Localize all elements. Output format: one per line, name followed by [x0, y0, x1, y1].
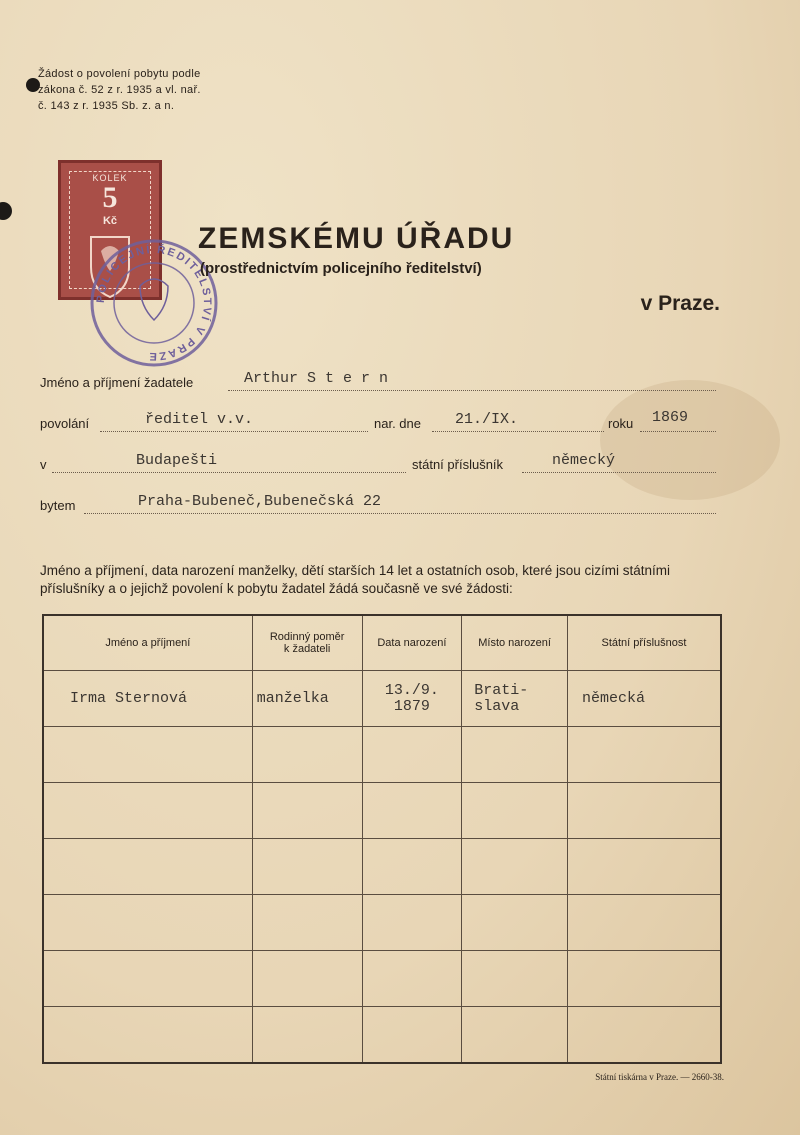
year-line — [640, 431, 716, 432]
printer-imprint: Státní tiskárna v Praze. — 2660-38. — [595, 1072, 724, 1082]
legal-line: Žádost o povolení pobytu podle — [38, 68, 201, 80]
place-label: v — [40, 457, 47, 472]
legal-line: zákona č. 52 z r. 1935 a vl. nař. — [38, 84, 201, 96]
punch-hole — [0, 202, 12, 220]
place-line — [52, 472, 406, 473]
place-value: Budapešti — [136, 452, 218, 469]
legal-line: č. 143 z r. 1935 Sb. z. a n. — [38, 100, 175, 112]
cell — [462, 951, 568, 1007]
header-relation: Rodinný poměr k žadateli — [252, 615, 362, 671]
cell — [462, 783, 568, 839]
table-row — [43, 671, 721, 727]
cell — [362, 783, 462, 839]
cell — [362, 895, 462, 951]
table-row — [43, 895, 721, 951]
occupation-label: povolání — [40, 416, 90, 431]
cell — [362, 1007, 462, 1064]
table-row — [43, 727, 721, 783]
legal-reference — [38, 66, 201, 114]
cell-birthplace: Brati- slava — [462, 671, 568, 727]
stamp-currency: Kč — [102, 215, 118, 227]
name-line — [228, 390, 716, 391]
cell-name: Irma Sternová — [43, 671, 252, 727]
table-row — [43, 951, 721, 1007]
cell-birthdate: 13./9. 1879 — [362, 671, 462, 727]
header-name: Jméno a příjmení — [43, 615, 252, 671]
citizenship-line — [522, 472, 716, 473]
cell — [362, 951, 462, 1007]
header-citizenship: Státní příslušnost — [567, 615, 721, 671]
citizenship-label: státní příslušník — [412, 457, 504, 472]
cell — [252, 951, 362, 1007]
stamp-value: 5 — [102, 181, 118, 214]
table-row — [43, 839, 721, 895]
cell — [462, 839, 568, 895]
stamp-label: KOLEK — [92, 173, 128, 183]
cell-relation: manželka — [252, 671, 362, 727]
cell — [43, 839, 252, 895]
cell — [43, 727, 252, 783]
cell — [252, 839, 362, 895]
paper-stain — [600, 380, 780, 500]
cell — [462, 1007, 568, 1064]
cell-citizenship: německá — [567, 671, 721, 727]
name-value: Arthur S t e r n — [244, 370, 389, 387]
table-row — [43, 1007, 721, 1064]
cell — [252, 783, 362, 839]
occupation-line — [100, 431, 368, 432]
name-label: Jméno a příjmení žadatele — [40, 375, 194, 390]
cell — [252, 727, 362, 783]
document-subtitle: (prostřednictvím policejního ředitelství) — [200, 260, 482, 277]
occupation-value: ředitel v.v. — [145, 411, 254, 428]
cell — [567, 727, 721, 783]
document-city: v Praze. — [640, 292, 720, 315]
residence-value: Praha-Bubeneč,Bubenečská 22 — [138, 493, 382, 510]
police-seal — [88, 238, 220, 368]
header-birthdate: Data narození — [362, 615, 462, 671]
seal-text: POLICEJNÍ ŘEDITELSTVÍ V PRAZE — [94, 243, 214, 363]
birth-label: nar. dne — [374, 416, 421, 431]
cell — [462, 895, 568, 951]
cell — [567, 1007, 721, 1064]
header-birthplace: Místo narození — [462, 615, 568, 671]
document-title: ZEMSKÉMU ÚŘADU — [198, 222, 515, 255]
cell — [567, 783, 721, 839]
cell — [362, 727, 462, 783]
cell — [43, 895, 252, 951]
cell — [567, 895, 721, 951]
residence-line — [84, 513, 716, 514]
cell — [567, 839, 721, 895]
birth-line — [432, 431, 604, 432]
cell — [462, 727, 568, 783]
citizenship-value: německý — [552, 452, 616, 469]
table-header-row — [43, 615, 721, 671]
lion-icon — [140, 279, 168, 320]
cell — [567, 951, 721, 1007]
svg-text:POLICEJNÍ ŘEDITELSTVÍ V PRAZE — [95, 243, 213, 362]
year-value: 1869 — [652, 409, 689, 426]
family-instructions: Jméno a příjmení, data narození manželky, dětí starších 14 let a ostatních osob, které jsou cizími státními příslušníky a o jejichž povolení k pobytu žadatel žádá současně ve své žádosti: — [40, 563, 671, 596]
birth-value: 21./IX. — [455, 411, 519, 428]
family-table — [42, 614, 722, 1064]
cell — [252, 1007, 362, 1064]
cell — [43, 783, 252, 839]
cell — [362, 839, 462, 895]
cell — [252, 895, 362, 951]
residence-label: bytem — [40, 498, 76, 513]
table-row — [43, 783, 721, 839]
year-label: roku — [608, 416, 634, 431]
cell — [43, 951, 252, 1007]
cell — [43, 1007, 252, 1064]
